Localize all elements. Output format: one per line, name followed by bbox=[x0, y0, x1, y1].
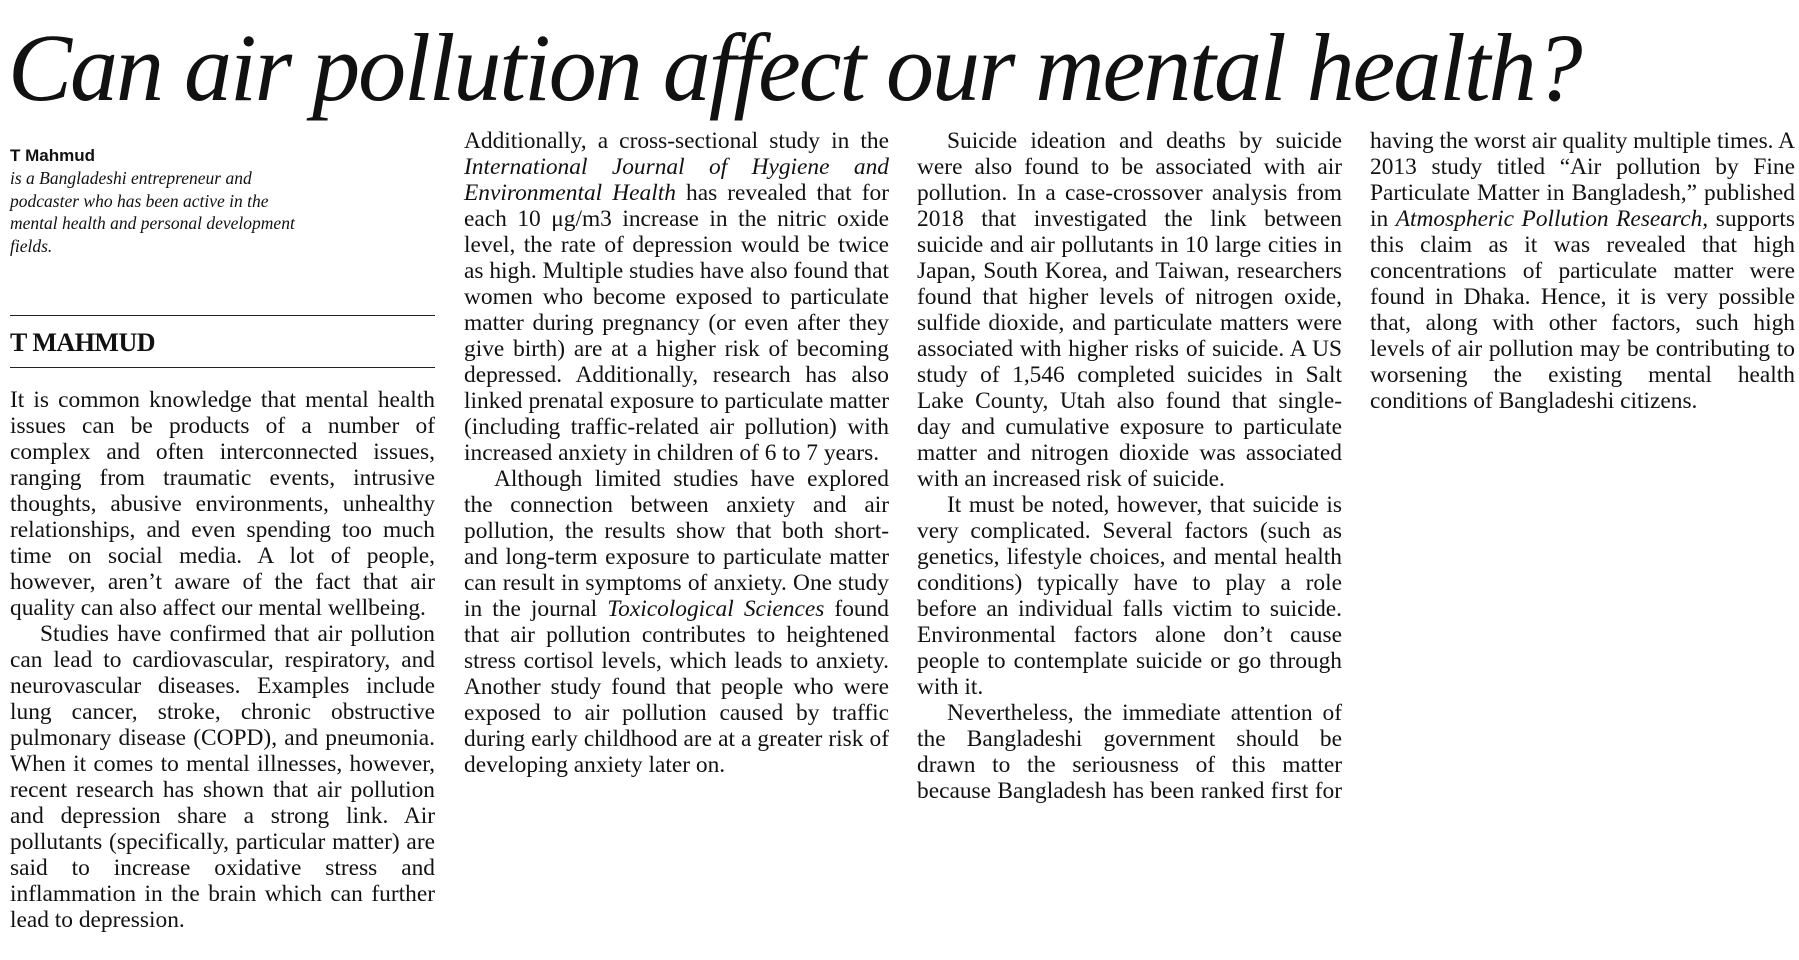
paragraph-suicide bbox=[917, 128, 1342, 492]
paragraph-intro: It is common knowledge that mental health issues can be products of a number of complex and often interconnected issues, ranging from traumatic events, intrusive thoughts, abusive environments, unhealthy relationships, and even spending too much time on social media. A lot of people, however, aren’t aware of the fact that air quality can also affect our mental wellbeing. bbox=[10, 387, 435, 621]
paragraph-text: Suicide ideation and deaths by suicide were also found to be associated with air pollution. In a case-crossover analysis from 2018 that investigated the link between suicide and air pollutants in 10 large cities in Japan, South Korea, and Taiwan, researchers found that higher levels of nitrogen oxide, sulfide dioxide, and particulate matters were associated with higher risks of suicide. A US study of 1,546 completed suicides in Salt Lake County, Utah also found that single-day and cumulative exposure to particulate matter and nitrogen dioxide was associated with an increased risk of suicide. bbox=[917, 128, 1342, 492]
paragraph-depression-study bbox=[464, 128, 889, 466]
paragraph-text: Additionally, a cross-sectional study in the bbox=[464, 128, 889, 154]
journal-title: Toxicological Sciences bbox=[607, 596, 825, 622]
paragraph-anxiety bbox=[464, 466, 889, 778]
paragraph-text: Nevertheless, the immediate attention of the Bangladeshi government should be drawn to the seriousness of this matter because Bangladesh has been ranked first for having the worst air quality multiple times. A 2013 study titled “Air pollution by Fine Particulate Matter in Bangladesh,” published in bbox=[917, 128, 1795, 804]
journal-title: International Journal of Hygiene and Environmental Health bbox=[464, 154, 889, 206]
journal-title: Atmospheric Pollution Research, bbox=[1395, 206, 1709, 232]
paragraph-text: Although limited studies have explored the connection between anxiety and air pollution, the results show that both short- and long-term exposure to particulate matter can result in symptoms of anxiety. One study in the journal bbox=[464, 466, 889, 622]
article-headline: Can air pollution affect our mental health? bbox=[8, 14, 1581, 121]
paragraph-text: has revealed that for each 10 μg/m3 increase in the nitric oxide level, the rate of depression would be twice as high. Multiple studies have also found that women who become exposed to particulate matter during pregnancy (or even after they give birth) are at a higher risk of becoming depressed. Additionally, research has also linked prenatal exposure to particulate matter (including traffic-related air pollution) with increased anxiety in children of 6 to 7 years. bbox=[464, 180, 889, 466]
article-column-1 bbox=[10, 145, 435, 933]
paragraph-text: found that air pollution contributes to heightened stress cortisol levels, which leads to anxiety. Another study found that people who were exposed to air pollution caused by traffic during early childhood are at a greater risk of developing anxiety later on. bbox=[464, 596, 889, 778]
article-body-flow bbox=[464, 128, 1795, 828]
paragraph-text: supports this claim as it was revealed that high concentrations of particulate matter were found in Dhaka. Hence, it is very possible that, along with other factors, such high levels of air pollution may be contributing to worsening the existing mental health conditions of Bangladeshi citizens. bbox=[1370, 206, 1795, 414]
paragraph-text: It must be noted, however, that suicide is very complicated. Several factors (such as genetics, lifestyle choices, and mental health conditions) typically have to play a role before an individual falls victim to suicide. Environmental factors alone don’t cause people to contemplate suicide or go through with it. bbox=[917, 492, 1342, 700]
author-bio: is a Bangladeshi entrepreneur and podcaster who has been active in the mental health and personal development fields. bbox=[10, 168, 295, 256]
author-name: T Mahmud bbox=[10, 146, 95, 165]
paragraph-physical-health: Studies have confirmed that air pollution can lead to cardiovascular, respiratory, and neurovascular diseases. Examples include lung cancer, stroke, chronic obstructive pulmonary disease (COPD), and pneumonia. When it comes to mental illnesses, however, recent research has shown that air pollution and depression share a strong link. Air pollutants (specifically, particular matter) are said to increase oxidative stress and inflammation in the brain which can further lead to depression. bbox=[10, 621, 435, 933]
byline: T MAHMUD bbox=[10, 328, 156, 357]
paragraph-complexity bbox=[917, 492, 1342, 700]
